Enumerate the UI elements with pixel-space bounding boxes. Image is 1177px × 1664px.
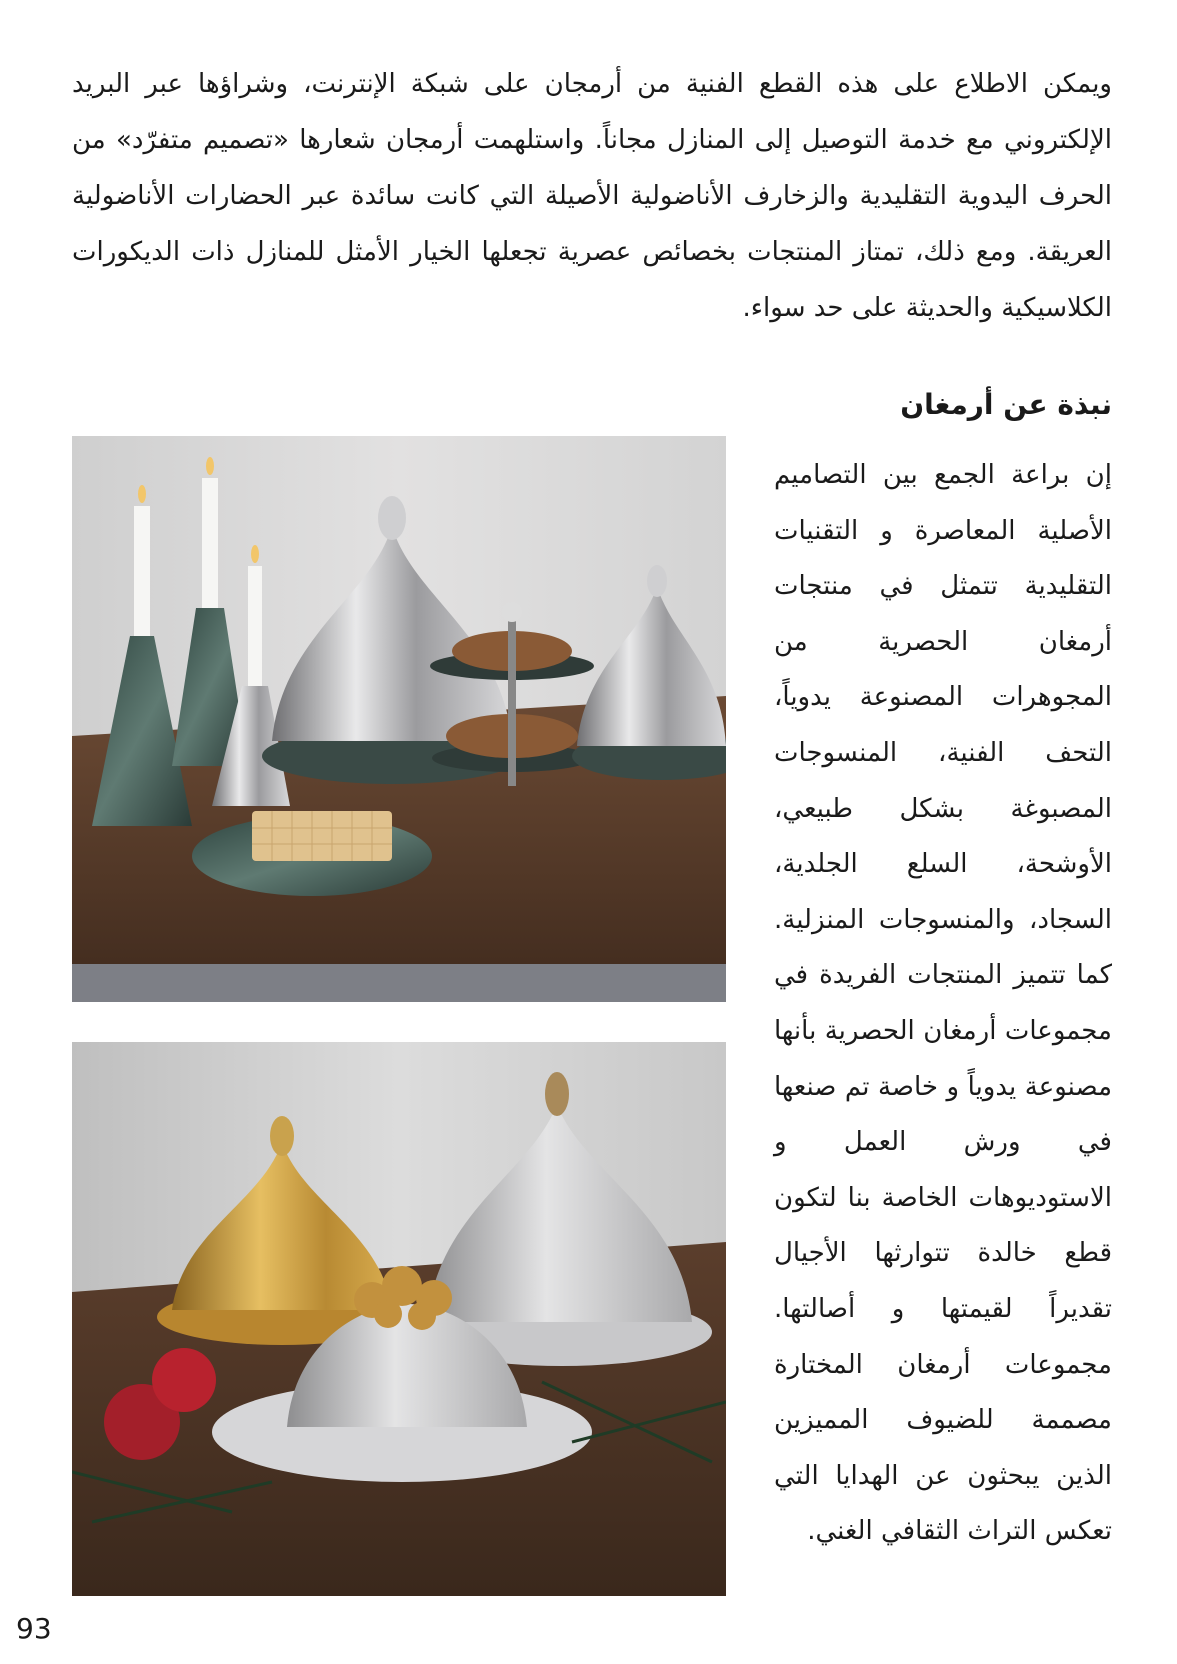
section-body-paragraph: إن براعة الجمع بين التصاميم الأصلية المعاصرة و التقنيات التقليدية تتمثل في منتجات أرمغان الحصرية من المجوهرات المصنوعة يدوياً، التحف الفنية، المنسوجات المصبوغة بشكل طبيعي، الأوشحة، السلع الجلدية، السجاد، والمنسوجات المنزلية. كما تتميز المنتجات الفريدة في مجموعات أرمغان الحصرية بأنها مصنوعة يدوياً و خاصة تم صنعها في ورش العمل و الاستوديوهات الخاصة بنا لتكون قطع خالدة تتوارثها الأجيال تقديراً لقيمتها و أصالتها.	[774, 460, 1112, 1324]
photo-gold-silver-domes-art	[72, 1042, 726, 1596]
section-body	[774, 448, 1112, 1560]
photo-silver-domes-candles-art	[72, 436, 726, 1002]
section-heading: نبذة عن أرمغان	[900, 388, 1112, 421]
page-number: 93	[16, 1612, 52, 1645]
section-closing-paragraph: مجموعات أرمغان المختارة مصممة للضيوف المميزين الذين يبحثون عن الهدايا التي تعكس التراث الثقافي الغني.	[774, 1349, 1112, 1547]
photo-silver-domes-candles	[72, 436, 726, 1002]
photo-gold-silver-domes	[72, 1042, 726, 1596]
intro-paragraph: ويمكن الاطلاع على هذه القطع الفنية من أرمجان على شبكة الإنترنت، وشراؤها عبر البريد الإلكتروني مع خدمة التوصيل إلى المنازل مجاناً. واستلهمت أرمجان شعارها «تصميم متفرّد» من الحرف اليدوية التقليدية والزخارف الأناضولية الأصيلة التي كانت سائدة عبر الحضارات الأناضولية العريقة. ومع ذلك، تمتاز المنتجات بخصائص عصرية تجعلها الخيار الأمثل للمنازل ذات الديكورات الكلاسيكية والحديثة على حد سواء.	[72, 69, 1112, 323]
